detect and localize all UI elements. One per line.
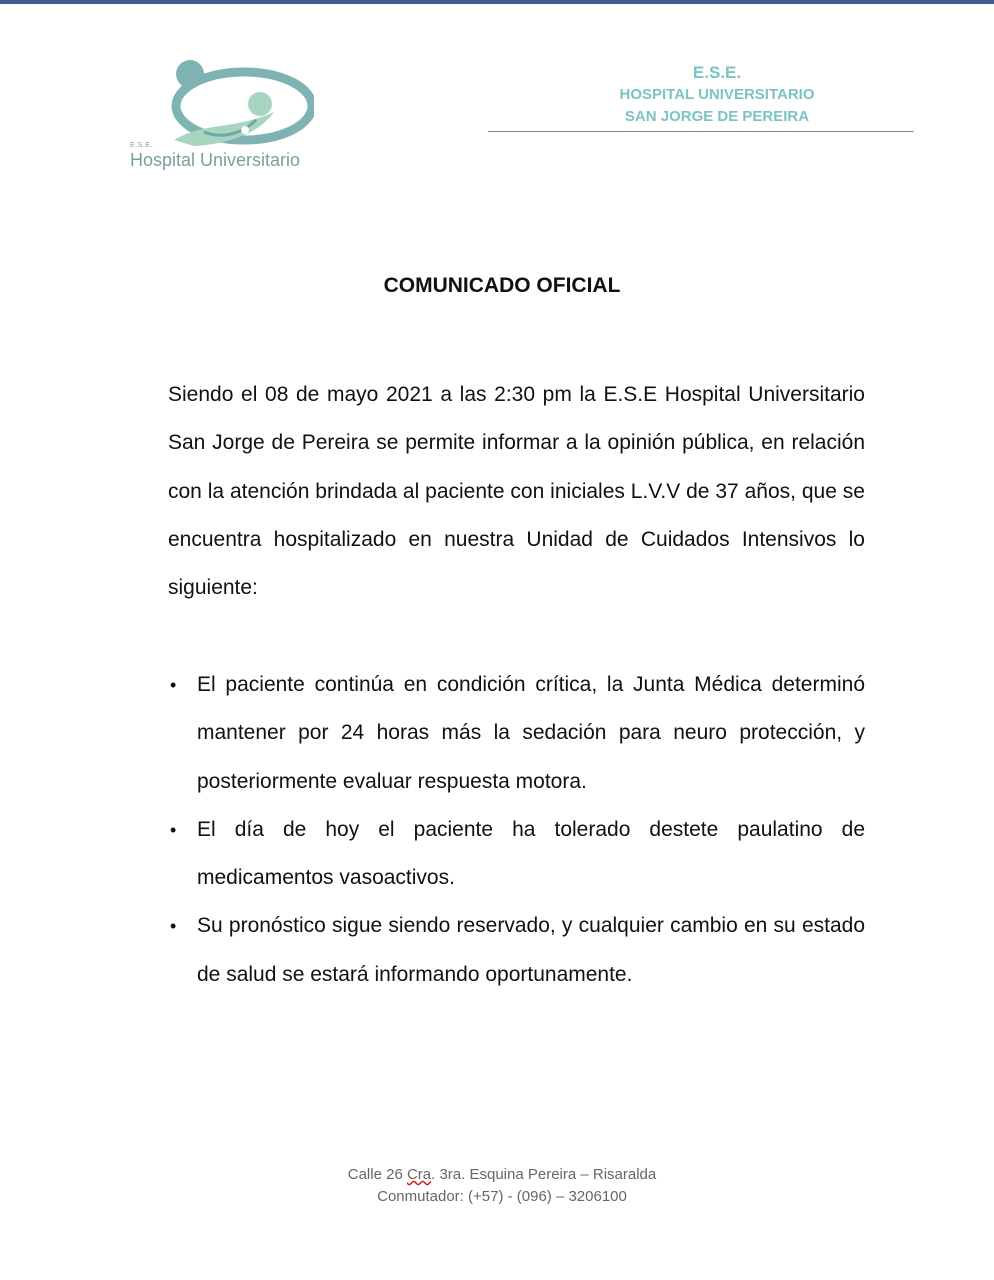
- header-ese: E.S.E.: [692, 63, 742, 82]
- footer-phone: Conmutador: (+57) - (096) – 3206100: [377, 1188, 627, 1205]
- logo-name: Hospital Universitario: [130, 150, 301, 170]
- bullet-icon: •: [170, 819, 177, 840]
- bullet-icon: •: [170, 916, 177, 937]
- intro-paragraph: Siendo el 08 de mayo 2021 a las 2:30 pm la E.S.E Hospital Universitario San Jorge de Pereira se permite informar a la opinión pública, en relación con la atención brindada al paciente con iniciales L.V.V de 37 años, que se encuentra hospitalizado en nuestra Unidad de Cuidados Intensivos lo siguiente:: [168, 383, 865, 600]
- top-border: [0, 0, 994, 4]
- list-item-text: Su pronóstico sigue siendo reservado, y cualquier cambio en su estado de salud se estará informando oportunamente.: [197, 914, 865, 986]
- header-hospital-line: HOSPITAL UNIVERSITARIO: [619, 86, 815, 103]
- footer-address-flagged-word: Cra: [406, 1166, 432, 1183]
- footer-address: [0, 1164, 994, 1186]
- header-divider: [488, 131, 914, 132]
- header-city-line: SAN JORGE DE PEREIRA: [624, 108, 810, 125]
- list-item-text: El día de hoy el paciente ha tolerado destete paulatino de medicamentos vasoactivos.: [197, 817, 865, 890]
- list-item: [168, 902, 865, 999]
- header-institution: [560, 62, 874, 128]
- list-item: [168, 661, 865, 806]
- hospital-logo: [126, 56, 366, 176]
- bullet-list: [168, 661, 865, 999]
- footer-address-start: Calle 26: [347, 1166, 407, 1183]
- footer-address-end: . 3ra. Esquina Pereira – Risaralda: [431, 1166, 657, 1183]
- document-title: COMUNICADO OFICIAL: [383, 274, 621, 297]
- logo-small-text: E.S.E.: [130, 142, 153, 149]
- bullet-icon: •: [170, 675, 177, 695]
- footer: [0, 1164, 994, 1208]
- logo-emblem-icon: [164, 60, 314, 150]
- list-item-text: El paciente continúa en condición crítica, la Junta Médica determinó mantener por 24 horas más la sedación para neuro protección, y posteriormente evaluar respuesta motora.: [197, 673, 865, 793]
- list-item: [168, 806, 865, 903]
